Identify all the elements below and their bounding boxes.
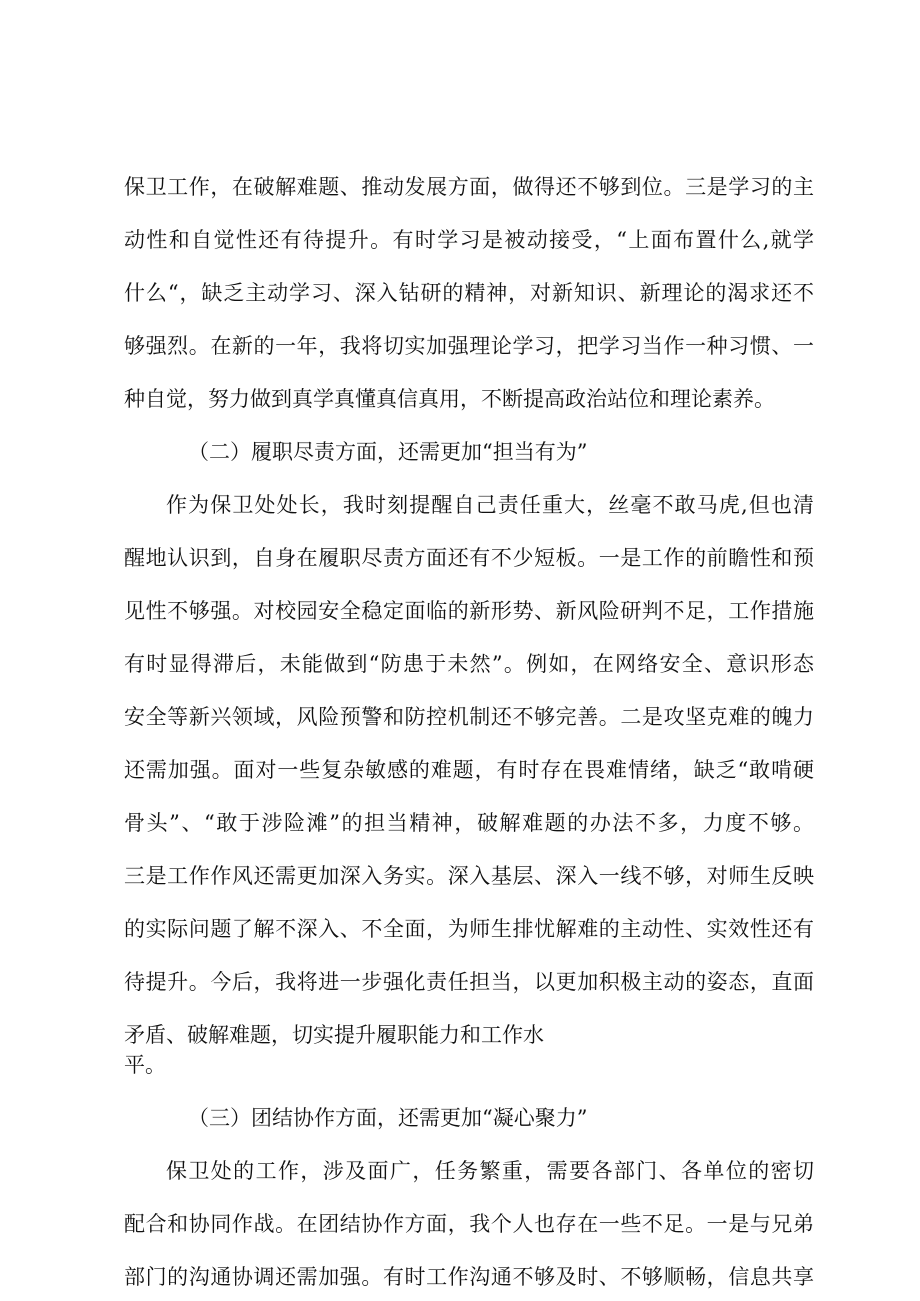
paragraph-line: 够强烈。在新的一年，我将切实加强理论学习，把学习当作一种习惯、一 bbox=[124, 334, 814, 358]
paragraph-line: 种自觉，努力做到真学真懂真信真用，不断提高政治站位和理论素养。 bbox=[124, 387, 775, 411]
paragraph-line: 还需加强。面对一些复杂敏感的难题，有时存在畏难情绪，缺乏“敢啃硬 bbox=[124, 758, 814, 782]
paragraph-line: 配合和协同作战。在团结协作方面，我个人也存在一些不足。一是与兄弟 bbox=[124, 1212, 814, 1236]
paragraph-line: 部门的沟通协调还需加强。有时工作沟通不够及时、不够顺畅，信息共享 bbox=[124, 1265, 814, 1289]
paragraph-line: 平。 bbox=[124, 1053, 166, 1077]
paragraph-line: 矛盾、破解难题，切实提升履职能力和工作水 bbox=[124, 1023, 544, 1047]
section-heading: （三）团结协作方面，还需更加“凝心聚力” bbox=[188, 1106, 588, 1130]
paragraph-line: 三是工作作风还需更加深入务实。深入基层、深入一线不够，对师生反映 bbox=[124, 864, 814, 888]
paragraph-line: 保卫处的工作，涉及面广，任务繁重，需要各部门、各单位的密切 bbox=[166, 1159, 814, 1183]
paragraph-line: 动性和自觉性还有待提升。有时学习是被动接受，“上面布置什么,就学 bbox=[124, 228, 814, 252]
section-heading: （二）履职尽责方面，还需更加“担当有为” bbox=[188, 440, 588, 464]
paragraph-line: 安全等新兴领域，风险预警和防控机制还不够完善。二是攻坚克难的魄力 bbox=[124, 705, 814, 729]
paragraph-line: 的实际问题了解不深入、不全面，为师生排忧解难的主动性、实效性还有 bbox=[124, 917, 814, 941]
paragraph-line: 有时显得滞后，未能做到“防患于未然”。例如，在网络安全、意识形态 bbox=[124, 652, 814, 676]
paragraph-line: 保卫工作，在破解难题、推动发展方面，做得还不够到位。三是学习的主 bbox=[124, 175, 814, 199]
paragraph-line: 醒地认识到，自身在履职尽责方面还有不少短板。一是工作的前瞻性和预 bbox=[124, 546, 814, 570]
paragraph-line: 见性不够强。对校园安全稳定面临的新形势、新风险研判不足，工作措施 bbox=[124, 599, 814, 623]
paragraph-line: 待提升。今后，我将进一步强化责任担当，以更加积极主动的姿态，直面 bbox=[124, 970, 814, 994]
paragraph-line: 骨头”、“敢于涉险滩”的担当精神，破解难题的办法不多，力度不够。 bbox=[124, 811, 814, 835]
paragraph-line: 作为保卫处处长，我时刻提醒自己责任重大，丝毫不敢马虎,但也清 bbox=[166, 493, 814, 517]
paragraph-line: 什么“，缺乏主动学习、深入钻研的精神，对新知识、新理论的渴求还不 bbox=[124, 281, 814, 305]
